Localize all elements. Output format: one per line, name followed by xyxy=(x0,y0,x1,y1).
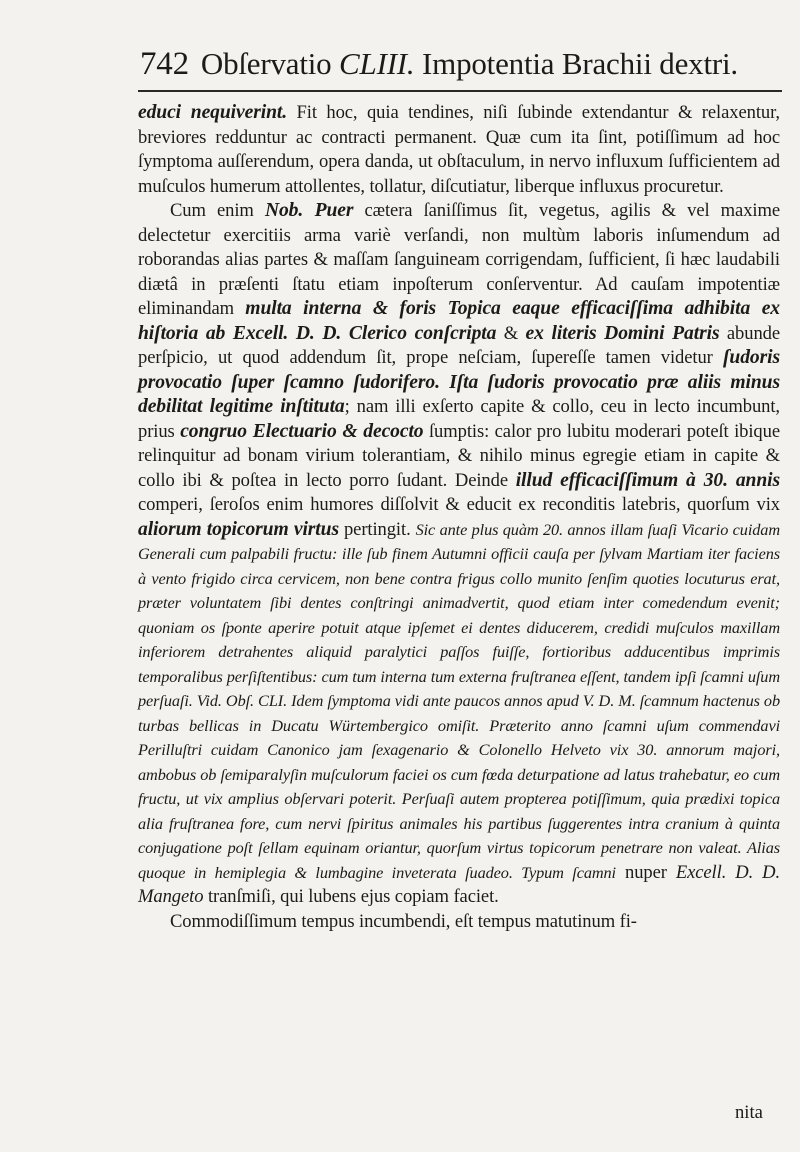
text-run: illud efficaciſſimum à 30. annis xyxy=(515,469,780,491)
text-run: pertingit. xyxy=(338,518,416,540)
header-observation-number: CLIII. xyxy=(339,46,415,81)
text-run: aliorum topicorum virtus xyxy=(138,518,339,540)
text-run: ſumptis: calor pro lubitu moderari poteſt ibique relinquitur ad bonam virium tolerantiam, & nihilo minus egregie etiam in capite & collo ibi & poſtea in lecto porro ſudant. Deinde xyxy=(138,420,780,491)
header-title-rest: Impotentia Brachii dextri. xyxy=(422,46,738,81)
text-run: Nob. Puer xyxy=(264,200,354,221)
text-run: nuper xyxy=(615,861,676,883)
text-run: cætera ſaniſſimus ſit, vegetus, agilis & vel maxime delectetur exercitiis arma variè verſandi, non multùm laboris inſumendum ad roborandas alias partes & maſſam ſanguineam corrigendam, ſufficient, ſi hæc laudabili diætâ in præſenti ſtatu etiam inpoſterum conſerventur. Ad cauſam impotentiæ eliminandam xyxy=(138,200,780,319)
paragraph-3 xyxy=(138,910,780,935)
text-run: abunde perſpicio, ut quod addendum ſit, prope neſciam, ſupereſſe tamen videtur xyxy=(138,322,780,368)
text-run: Sic ante plus quàm 20. annos illam ſuaſi Vicario cuidam Generali cum palpabili fructu: ille ſub finem Autumni officii cauſa per ſylvam Martiam iter faciens à vento frigido circa cervicem, non bene contra frigus collo munito ſenſim quoties locuturus erat, præter voluntatem ſibi dentes conſtringi animadvertit, quod etiam inter comedendum evenit; quoniam os ſponte aperire potuit atque ipſemet ei dentes diducerem, credidi muſculos maxillam inferiorem detrahentes aliquid paralytici paſſos fuiſſe, fortioribus adducentibus imprimis temporalibus perſiſtentibus: cum tum interna tum externa fruſtranea eſſent, tandem ipſi ſcamni uſum perſuaſi. Vid. Obſ. CLI. Idem ſymptoma vidi ante paucos annos apud V. D. M. ſcamnum hactenus ob turbas bellicas in Ducatu Würtembergico omiſit. Præterito anno ſcamni uſum commendavi Perilluſtri cuidam Canonico jam ſexagenario & Colonello Helveto vix 30. annorum majori, ambobus ob ſemiparalyſin muſculorum faciei os cum fœda deturpatione ad latus trahebatur, eo cum fructu, ut vix amplius obſervari poterit. Perſuaſi autem propterea potiſſimum, quia prædixi topica alia fruſtranea fore, cum nervi ſpiritus animales his partibus ſuggerentes intra cranium à quinta conjugatione poſt ſellam equinam oriantur, quorſum virtus topicorum penetrare non valeat. Alias quoque in hemiplegia & lumbagine inveterata ſuadeo. Typum ſcamni xyxy=(138,519,780,882)
text-run: Commodiſſimum tempus incumbendi, eſt tempus matutinum fi- xyxy=(170,910,637,932)
text-run: Fit hoc, quia tendines, niſi ſubinde extendantur & relaxentur, breviores redduntur ac contracti permanent. Quæ cum ita ſint, potiſſimum ad hoc ſymptoma auſſerendum, opera danda, ut obſtaculum, in nervo influxum ſufficientem ad muſculos humerum attollentes, tollatur, diſcutiatur, liberque influxus procuretur. xyxy=(138,102,780,197)
page-number: 742 xyxy=(140,46,189,82)
header-title-prefix: Obſervatio xyxy=(200,46,332,81)
text-run: ſudoris provocatio ſuper ſcamno ſudorifero. Iſta ſudoris provocatio præ aliis minus debilitat legitime inſtituta xyxy=(138,347,780,417)
running-header xyxy=(140,44,780,84)
text-run: comperi, ſeroſos enim humores diſſolvit & educit ex reconditis latebris, quorſum vix xyxy=(138,494,780,515)
text-run: congruo Electuario & decocto xyxy=(180,420,424,442)
catchword: nita xyxy=(735,1102,763,1123)
text-run: educi nequiverint. xyxy=(138,102,288,123)
paragraph-2 xyxy=(138,199,780,910)
text-run: ; nam illi exſerto capite & collo, ceu in lecto incumbunt, prius xyxy=(138,396,780,442)
text-run: Excell. D. D. Mangeto xyxy=(138,861,781,907)
text-run: tranſmiſi, qui lubens ejus copiam faciet. xyxy=(203,886,499,907)
text-run: & xyxy=(496,322,526,344)
body-text xyxy=(138,101,780,934)
paragraph-1 xyxy=(138,101,780,199)
text-run: multa interna & foris Topica eaque efficaciſſima adhibita ex hiſtoria ab Excell. D. D. Clerico conſcripta xyxy=(138,298,780,344)
text-run: Cum enim xyxy=(170,200,265,221)
header-rule xyxy=(138,90,782,92)
text-run: ex literis Domini Patris xyxy=(525,322,720,344)
